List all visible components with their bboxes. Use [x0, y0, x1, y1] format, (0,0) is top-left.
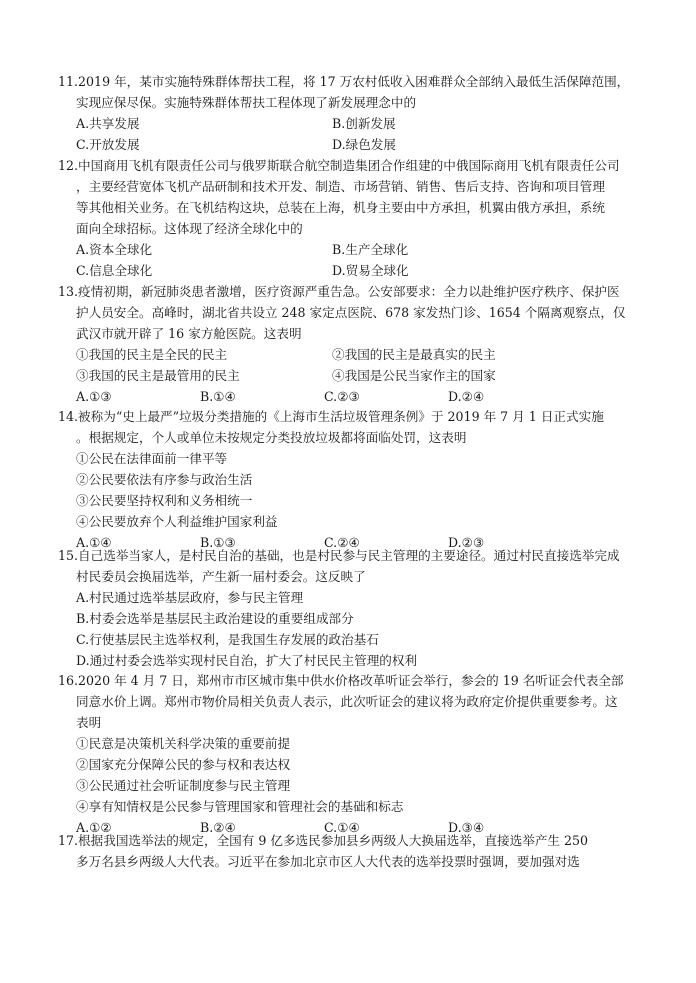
statements-row: [58, 344, 648, 365]
question-stem: [58, 155, 648, 176]
stem-line: 面向全球招标。这体现了经济全球化中的: [76, 221, 303, 236]
stem-line: 。根据规定，个人或单位未按规定分类投放垃圾都将面临处罚，这表明: [76, 430, 467, 445]
statement-1: ①我国的民主是全民的民主: [76, 347, 228, 362]
options-row: [58, 260, 648, 281]
option-b: B.①④: [200, 389, 236, 404]
option-a: A.资本全球化: [76, 242, 153, 257]
options-row: [58, 134, 648, 155]
option-c: C.②③: [324, 389, 360, 404]
stem-line: 根据我国选举法的规定，全国有 9 亿多选民参加县乡两级人大换届选举，直接选举产生 250: [78, 833, 589, 848]
statement-1: ①民意是决策机关科学决策的重要前提: [76, 736, 291, 751]
stem-line: 护人员安全。高峰时，湖北省共设立 248 家定点医院、678 家发热门诊、1654 个隔离观察点，仅: [76, 305, 626, 320]
option-c: C.①④: [324, 820, 360, 835]
stem-line: 2019 年，某市实施特殊群体帮扶工程，将 17 万农村低收入困难群众全部纳入最低生活保障范围，: [78, 74, 630, 89]
statement-2: ②国家充分保障公民的参与权和表达权: [76, 757, 291, 772]
stem-line: 自己选举当家人，是村民自治的基础，也是村民参与民主管理的主要途径。通过村民直接选举完成: [78, 548, 620, 563]
question-number: 13.: [58, 284, 79, 299]
option-c: C.行使基层民主选举权利，是我国生存发展的政治基石: [76, 632, 379, 647]
question-15: [58, 545, 648, 671]
option-b: B.生产全球化: [332, 242, 409, 257]
statements-row: [58, 365, 648, 386]
question-number: 17.: [58, 833, 79, 848]
question-stem: [58, 670, 648, 691]
question-stem: [58, 281, 648, 302]
statement-4: ④我国是公民当家作主的国家: [332, 368, 496, 383]
question-number: 15.: [58, 548, 79, 563]
stem-line: 表明: [76, 715, 102, 730]
option-d: D.通过村委会选举实现村民自治，扩大了村民民主管理的权利: [76, 653, 418, 668]
option-d: D.③④: [448, 820, 485, 835]
option-d: D.②④: [448, 389, 485, 404]
option-b: B.创新发展: [332, 116, 396, 131]
question-16: [58, 670, 648, 838]
stem-line: 同意水价上调。郑州市物价局相关负责人表示，此次听证会的建议将为政府定价提供重要参考。这: [76, 694, 618, 709]
stem-line: 疫情初期，新冠肺炎患者激增，医疗资源严重告急。公安部要求：全力以赴维护医疗秩序、保护医: [78, 284, 620, 299]
statement-4: ④公民要放弃个人利益维护国家利益: [76, 514, 278, 529]
option-a: A.村民通过选举基层政府，参与民主管理: [76, 590, 304, 605]
question-number: 16.: [58, 673, 79, 688]
question-13: [58, 281, 648, 407]
statement-3: ③公民要坚持权利和义务相统一: [76, 493, 253, 508]
option-b: B.②④: [200, 820, 236, 835]
option-d: D.②③: [448, 535, 485, 550]
option-c: C.信息全球化: [76, 263, 153, 278]
question-stem: [58, 71, 648, 92]
option-a: A.①④: [76, 535, 112, 550]
statement-2: ②公民要依法有序参与政治生活: [76, 472, 253, 487]
options-row: [58, 113, 648, 134]
question-stem: [58, 406, 648, 427]
stem-line: 被称为“史上最严”垃圾分类措施的《上海市生活垃圾管理条例》于 2019 年 7 月 1 日正式实施: [78, 409, 604, 424]
option-d: D.贸易全球化: [332, 263, 409, 278]
stem-line: 实现应保尽保。实施特殊群体帮扶工程体现了新发展理念中的: [76, 95, 417, 110]
options-row: [58, 239, 648, 260]
options-row: [58, 386, 648, 407]
option-a: A.①②: [76, 820, 112, 835]
statement-4: ④享有知情权是公民参与管理国家和管理社会的基础和标志: [76, 799, 404, 814]
stem-line: ，主要经营宽体飞机产品研制和技术开发、制造、市场营销、销售、售后支持、咨询和项目管理: [76, 179, 605, 194]
statement-3: ③我国的民主是最管用的民主: [76, 368, 240, 383]
option-c: C.开放发展: [76, 137, 140, 152]
question-number: 14.: [58, 409, 79, 424]
stem-line: 多万名县乡两级人大代表。习近平在参加北京市区人大代表的选举投票时强调，要加强对选: [76, 854, 580, 869]
question-12: [58, 155, 648, 281]
question-number: 11.: [58, 74, 79, 89]
stem-line: 村民委员会换届选举，产生新一届村委会。这反映了: [76, 569, 366, 584]
option-b: B.村委会选举是基层民主政治建设的重要组成部分: [76, 611, 354, 626]
stem-line: 等其他相关业务。在飞机结构这块，总装在上海，机身主要由中方承担，机翼由俄方承担，系统: [76, 200, 605, 215]
statement-3: ③公民通过社会听证制度参与民主管理: [76, 778, 291, 793]
question-number: 12.: [58, 158, 79, 173]
question-stem: [58, 545, 648, 566]
option-a: A.①③: [76, 389, 112, 404]
question-stem: [58, 830, 648, 851]
stem-line: 中国商用飞机有限责任公司与俄罗斯联合航空制造集团合作组建的中俄国际商用飞机有限责任公司: [78, 158, 620, 173]
option-a: A.共享发展: [76, 116, 140, 131]
question-14: [58, 406, 648, 553]
option-b: B.①③: [200, 535, 236, 550]
stem-line: 武汉市就开辟了 16 家方舱医院。这表明: [76, 326, 302, 341]
option-d: D.绿色发展: [332, 137, 397, 152]
question-11: [58, 71, 648, 155]
question-17: [58, 830, 648, 872]
statement-2: ②我国的民主是最真实的民主: [332, 347, 496, 362]
statement-1: ①公民在法律面前一律平等: [76, 451, 228, 466]
stem-line: 2020 年 4 月 7 日，郑州市市区城市集中供水价格改革听证会举行，参会的 19 名听证会代表全部: [78, 673, 624, 688]
option-c: C.②④: [324, 535, 360, 550]
